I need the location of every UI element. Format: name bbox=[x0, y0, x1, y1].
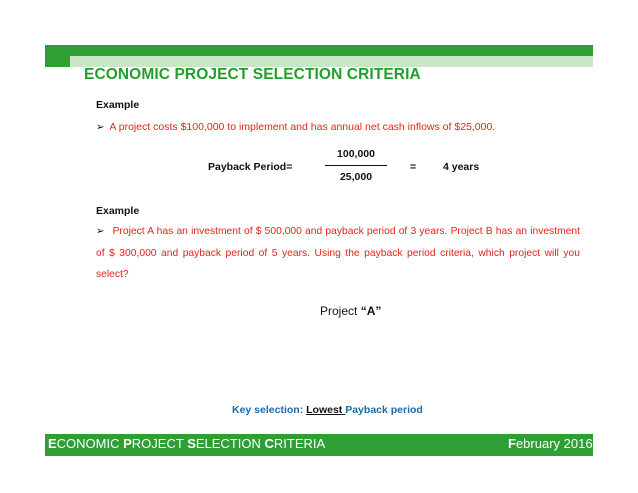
footer-title bbox=[48, 436, 325, 451]
footer-word: RITERIA bbox=[273, 436, 326, 451]
key-rest: Payback period bbox=[345, 404, 423, 416]
example-label: Example bbox=[96, 99, 140, 111]
footer-cap: C bbox=[264, 436, 274, 451]
example1-text: A project costs $100,000 to implement and has annual net cash inflows of $25,000. bbox=[109, 121, 496, 133]
payback-formula-label: Payback Period= bbox=[208, 161, 293, 173]
example-label: Example bbox=[96, 205, 140, 217]
answer-prefix: Project bbox=[320, 304, 361, 318]
footer-date-cap: F bbox=[508, 436, 516, 451]
arrow-bullet-icon: ➢ bbox=[96, 122, 105, 133]
payback-result: 4 years bbox=[443, 161, 480, 173]
footer-cap: E bbox=[48, 436, 57, 451]
key-emphasis: Lowest bbox=[306, 404, 346, 416]
answer-value: “A” bbox=[360, 304, 382, 318]
example2-paragraph bbox=[96, 221, 580, 286]
payback-fraction bbox=[325, 148, 387, 183]
footer-cap: S bbox=[187, 436, 196, 451]
fraction-bar bbox=[325, 165, 387, 166]
answer bbox=[320, 304, 381, 318]
footer-word: ELECTION bbox=[195, 436, 265, 451]
footer-date-rest: ebruary 2016 bbox=[515, 436, 593, 451]
footer-date bbox=[508, 436, 593, 451]
example1-bullet bbox=[96, 121, 495, 133]
fraction-denominator: 25,000 bbox=[339, 171, 373, 183]
footer-word: CONOMIC bbox=[56, 436, 124, 451]
example2-text: Project A has an investment of $ 500,000 and payback period of 3 years. Project B has an investment of $ 300,000 and payback period of 5 years. Using the payback period criteria, which project will you select? bbox=[96, 226, 580, 280]
key-selection bbox=[232, 404, 423, 416]
key-label: Key selection: bbox=[232, 404, 307, 416]
footer-word: ROJECT bbox=[131, 436, 188, 451]
arrow-bullet-icon: ➢ bbox=[96, 226, 105, 237]
equals-sign: = bbox=[410, 161, 417, 173]
fraction-numerator: 100,000 bbox=[337, 148, 375, 160]
slide-title: ECONOMIC PROJECT SELECTION CRITERIA bbox=[84, 66, 421, 83]
footer-cap: P bbox=[123, 436, 132, 451]
